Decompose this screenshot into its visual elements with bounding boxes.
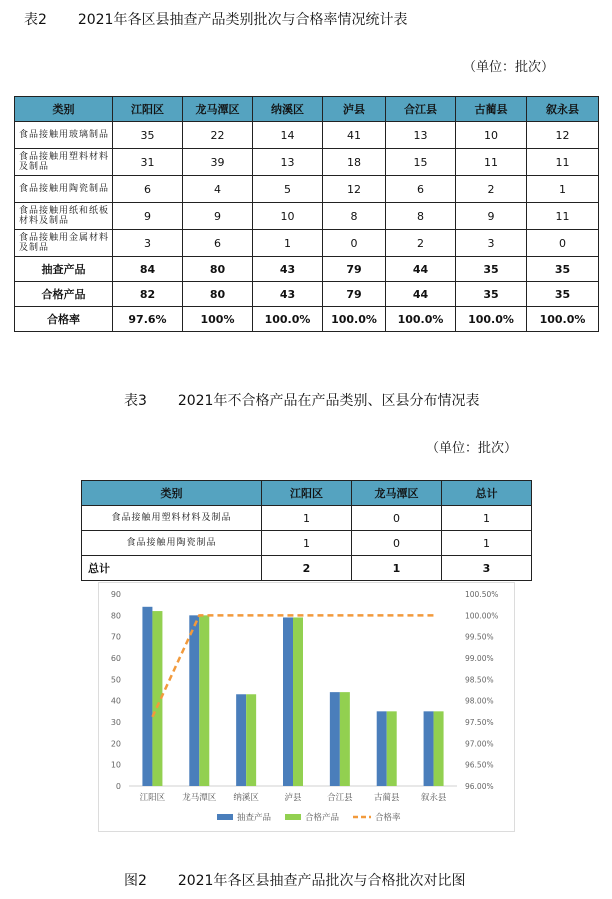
- x-axis-category-label: 纳溪区: [233, 793, 259, 803]
- table2-cell: 35: [527, 282, 599, 307]
- y2-axis-tick-label: 100.00%: [465, 611, 499, 621]
- table2-cell: 80: [183, 282, 253, 307]
- table3-header-cell: 江阳区: [262, 481, 352, 506]
- table2-summary-row: [15, 282, 599, 307]
- table2-row-label: 食品接触用陶瓷制品: [15, 176, 113, 203]
- table2-cell: 100.0%: [456, 307, 527, 332]
- table2-cell: 44: [386, 282, 456, 307]
- table2: [14, 96, 599, 332]
- bar-qualified: [293, 617, 303, 786]
- table2-cell: 31: [113, 149, 183, 176]
- table2-cell: 15: [386, 149, 456, 176]
- x-axis-category-label: 叙永县: [420, 793, 447, 803]
- legend-swatch-1: [285, 814, 301, 820]
- table2-summary-row: [15, 307, 599, 332]
- y-axis-tick-label: 70: [110, 632, 121, 642]
- table3-header-cell: 类别: [82, 481, 262, 506]
- table2-header-cell: 纳溪区: [253, 97, 323, 122]
- table3-header-row: [82, 481, 532, 506]
- table2-cell: 43: [253, 282, 323, 307]
- table2-caption: [24, 9, 407, 29]
- table3-header-cell: 龙马潭区: [352, 481, 442, 506]
- table2-cell: 100.0%: [527, 307, 599, 332]
- table2-header-cell: 叙永县: [527, 97, 599, 122]
- table2-cell: 35: [456, 257, 527, 282]
- y2-axis-tick-label: 100.50%: [465, 590, 499, 599]
- table3-caption-text: 2021年不合格产品在产品类别、区县分布情况表: [177, 393, 480, 409]
- table2-cell: 82: [113, 282, 183, 307]
- table3-cell: 1: [262, 531, 352, 556]
- y2-axis-tick-label: 98.00%: [465, 696, 494, 706]
- table3-cell: 0: [352, 531, 442, 556]
- table2-cell: 5: [253, 176, 323, 203]
- table2-row-label: 食品接触用塑料材料及制品: [15, 149, 113, 176]
- table2-cell: 41: [323, 122, 386, 149]
- x-axis-category-label: 合江县: [327, 793, 353, 803]
- table3-row-label: 食品接触用塑料材料及制品: [82, 506, 262, 531]
- table2-cell: 1: [253, 230, 323, 257]
- table2-row: [15, 176, 599, 203]
- x-axis-category-label: 江阳区: [139, 793, 166, 803]
- bar-qualified: [387, 711, 397, 786]
- bar-qualified: [199, 615, 209, 786]
- table3-cell: 1: [442, 531, 532, 556]
- table2-cell: 35: [456, 282, 527, 307]
- legend-label: 合格产品: [305, 813, 340, 823]
- table3-unit: （单位：批次）: [426, 441, 518, 456]
- table2-cell: 9: [456, 203, 527, 230]
- table2-cell: 100.0%: [386, 307, 456, 332]
- table2-header-cell: 古蔺县: [456, 97, 527, 122]
- table2-cell: 8: [323, 203, 386, 230]
- table2-cell: 0: [527, 230, 599, 257]
- table2-row: [15, 230, 599, 257]
- table3-total-cell: 1: [352, 556, 442, 581]
- table2-caption-number: 表2: [24, 12, 47, 28]
- table2-cell: 13: [253, 149, 323, 176]
- y-axis-tick-label: 80: [110, 611, 121, 621]
- x-axis-category-label: 龙马潭区: [182, 793, 217, 803]
- bar-sampled: [424, 711, 434, 786]
- table2-header-row: [15, 97, 599, 122]
- table2-header-cell: 合江县: [386, 97, 456, 122]
- y-axis-tick-label: 10: [110, 760, 121, 770]
- table2-cell: 44: [386, 257, 456, 282]
- table2-row: [15, 203, 599, 230]
- table3-total-cell: 3: [442, 556, 532, 581]
- table2-row-label: 食品接触用金属材料及制品: [15, 230, 113, 257]
- table3-caption-number: 表3: [124, 393, 147, 409]
- y2-axis-tick-label: 98.50%: [465, 675, 494, 685]
- table2-unit: （单位：批次）: [463, 60, 555, 75]
- table2-cell: 12: [323, 176, 386, 203]
- table2-cell: 12: [527, 122, 599, 149]
- table3-cell: 0: [352, 506, 442, 531]
- bar-sampled: [142, 607, 152, 786]
- table2-cell: 43: [253, 257, 323, 282]
- y2-axis-tick-label: 96.00%: [465, 782, 494, 791]
- table2-header-cell: 泸县: [323, 97, 386, 122]
- y-axis-tick-label: 60: [110, 654, 121, 663]
- y-axis-tick-label: 50: [110, 675, 121, 685]
- table2-cell: 100%: [183, 307, 253, 332]
- table3-row: [82, 506, 532, 531]
- bar-sampled: [189, 615, 199, 786]
- table2-row-label: 合格率: [15, 307, 113, 332]
- table3-total-label: 总计: [82, 556, 262, 581]
- bar-qualified: [340, 692, 350, 786]
- x-axis-category-label: 古蔺县: [373, 793, 400, 803]
- table2-cell: 79: [323, 282, 386, 307]
- bar-qualified: [246, 694, 256, 786]
- table2-row: [15, 149, 599, 176]
- table2-cell: 10: [253, 203, 323, 230]
- bar-qualified: [434, 711, 444, 786]
- table2-cell: 14: [253, 122, 323, 149]
- figure2-caption: [124, 870, 465, 890]
- figure2-caption-text: 2021年各区县抽查产品批次与合格批次对比图: [177, 873, 466, 889]
- table2-cell: 3: [456, 230, 527, 257]
- table2-cell: 100.0%: [323, 307, 386, 332]
- y2-axis-tick-label: 96.50%: [465, 760, 494, 770]
- bar-sampled: [330, 692, 340, 786]
- y-axis-tick-label: 0: [115, 782, 121, 791]
- table2-cell: 39: [183, 149, 253, 176]
- table3-cell: 1: [262, 506, 352, 531]
- table2-cell: 84: [113, 257, 183, 282]
- bar-sampled: [377, 711, 387, 786]
- table2-cell: 35: [113, 122, 183, 149]
- y-axis-tick-label: 90: [110, 590, 121, 599]
- y-axis-tick-label: 20: [110, 739, 121, 749]
- table2-cell: 6: [183, 230, 253, 257]
- table2-cell: 10: [456, 122, 527, 149]
- table2-cell: 79: [323, 257, 386, 282]
- table2-cell: 35: [527, 257, 599, 282]
- y2-axis-tick-label: 99.00%: [465, 654, 494, 663]
- table2-summary-row: [15, 257, 599, 282]
- table2-cell: 0: [323, 230, 386, 257]
- table2-row-label: 食品接触用纸和纸板材料及制品: [15, 203, 113, 230]
- table3-cell: 1: [442, 506, 532, 531]
- table2-header-cell: 江阳区: [113, 97, 183, 122]
- table2-cell: 13: [386, 122, 456, 149]
- table2-cell: 4: [183, 176, 253, 203]
- y-axis-tick-label: 30: [110, 718, 121, 727]
- table2-cell: 1: [527, 176, 599, 203]
- table2-cell: 22: [183, 122, 253, 149]
- table2-caption-text: 2021年各区县抽查产品类别批次与合格率情况统计表: [77, 12, 408, 28]
- table2-row-label: 食品接触用玻璃制品: [15, 122, 113, 149]
- table2-cell: 11: [527, 149, 599, 176]
- table2-header-cell: 类别: [15, 97, 113, 122]
- bar-sampled: [283, 617, 293, 786]
- table3: [81, 480, 532, 581]
- figure2-caption-number: 图2: [124, 873, 147, 889]
- legend-label: 合格率: [375, 813, 401, 823]
- table2-cell: 6: [386, 176, 456, 203]
- table2-cell: 2: [386, 230, 456, 257]
- table2-row: [15, 122, 599, 149]
- table2-cell: 11: [527, 203, 599, 230]
- table2-cell: 11: [456, 149, 527, 176]
- y-axis-tick-label: 40: [110, 696, 121, 706]
- table3-row-label: 食品接触用陶瓷制品: [82, 531, 262, 556]
- x-axis-category-label: 泸县: [284, 793, 302, 803]
- table2-row-label: 合格产品: [15, 282, 113, 307]
- table2-cell: 97.6%: [113, 307, 183, 332]
- table2-cell: 18: [323, 149, 386, 176]
- table3-total-cell: 2: [262, 556, 352, 581]
- table3-caption: [124, 390, 479, 410]
- table2-cell: 9: [113, 203, 183, 230]
- table2-cell: 80: [183, 257, 253, 282]
- figure2-chart-svg: [99, 583, 514, 831]
- y2-axis-tick-label: 97.50%: [465, 718, 494, 727]
- y2-axis-tick-label: 99.50%: [465, 632, 494, 642]
- table3-header-cell: 总计: [442, 481, 532, 506]
- table2-cell: 2: [456, 176, 527, 203]
- table3-row: [82, 531, 532, 556]
- table3-total-row: [82, 556, 532, 581]
- table2-cell: 8: [386, 203, 456, 230]
- figure2-chart: [98, 582, 515, 832]
- table2-cell: 9: [183, 203, 253, 230]
- table2-row-label: 抽查产品: [15, 257, 113, 282]
- table2-cell: 6: [113, 176, 183, 203]
- table2-cell: 100.0%: [253, 307, 323, 332]
- table2-header-cell: 龙马潭区: [183, 97, 253, 122]
- table2-cell: 3: [113, 230, 183, 257]
- y2-axis-tick-label: 97.00%: [465, 739, 494, 749]
- legend-swatch-0: [217, 814, 233, 820]
- legend-label: 抽查产品: [237, 813, 272, 823]
- bar-sampled: [236, 694, 246, 786]
